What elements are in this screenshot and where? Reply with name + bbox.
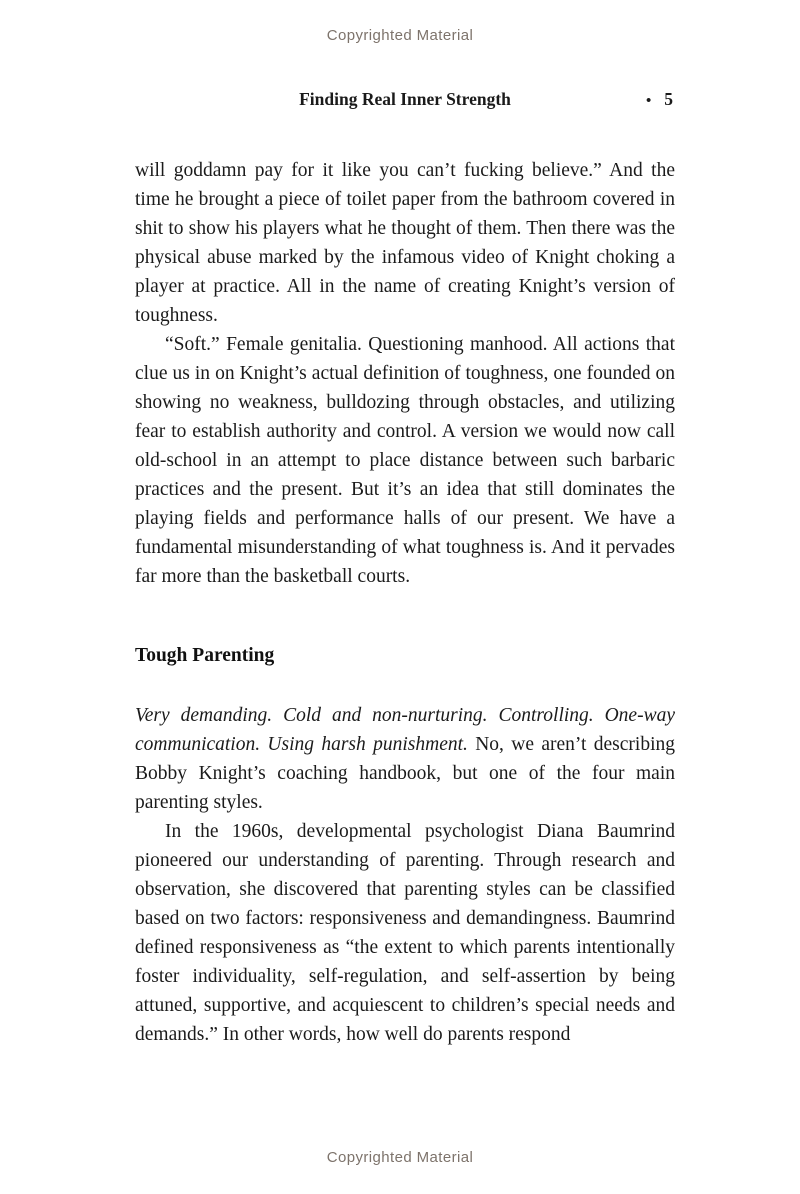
copyright-notice-bottom: Copyrighted Material [326, 1149, 474, 1166]
paragraph-parenting-intro [135, 701, 675, 817]
intro-rest-text: No, we aren’t describing Bobby Knight’s coaching handbook, but one of the four main parenting styles. [135, 734, 675, 813]
page-header [135, 89, 675, 110]
paragraph-knight-continuation: will goddamn pay for it like you can’t fucking believe.” And the time he brought a piece of toilet paper from the bathroom covered in shit to show his players what he thought of them. Then there was the physical abuse marked by the infamous video of Knight choking a player at practice. All in the name of creating Knight’s version of toughness. [135, 160, 675, 326]
copyright-notice-top: Copyrighted Material [326, 27, 474, 44]
header-page-number: 5 [664, 89, 673, 109]
header-bullet: • [645, 93, 652, 109]
running-head-title: Finding Real Inner Strength [299, 89, 511, 109]
section-heading: Tough Parenting [135, 645, 275, 666]
page-number-group [646, 89, 673, 110]
paragraph-soft-definition: “Soft.” Female genitalia. Questioning manhood. All actions that clue us in on Knight’s actual definition of toughness, one founded on showing no weakness, bulldozing through obstacles, and utilizing fear to establish authority and control. A version we would now call old-school in an attempt to place distance between such barbaric practices and the present. But it’s an idea that still dominates the playing fields and performance halls of our present. We have a fundamental misunderstanding of what toughness is. And it pervades far more than the basketball courts. [135, 334, 675, 587]
intro-italic-text: Very demanding. Cold and non-nurturing. Controlling. One-way communication. Using harsh punishment. [135, 705, 675, 755]
paragraph-baumrind: In the 1960s, developmental psychologist Diana Baumrind pioneered our understanding of parenting. Through research and observation, she discovered that parenting styles can be classified based on two factors: responsiveness and demandingness. Baumrind defined responsiveness as “the extent to which parents intentionally foster individuality, self-regulation, and self-assertion by being attuned, supportive, and acquiescent to children’s special needs and demands.” In other words, how well do parents respond [135, 821, 675, 1045]
body-text [135, 156, 675, 1049]
